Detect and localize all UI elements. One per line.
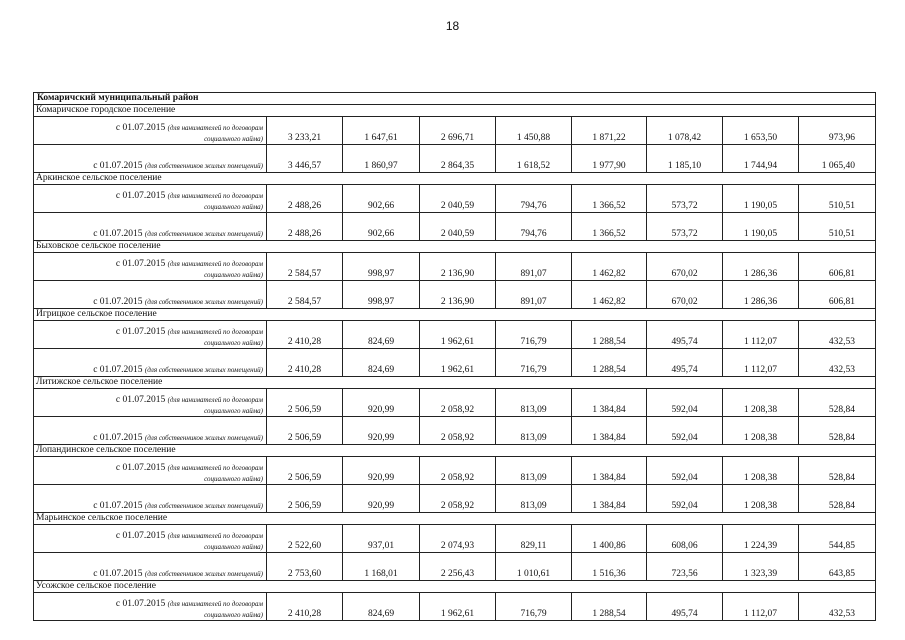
- tariff-value: 432,53: [799, 321, 876, 349]
- tariff-value: 1 288,54: [572, 593, 647, 621]
- tariff-value: 716,79: [496, 349, 572, 377]
- settlement-row: [34, 445, 876, 457]
- tariff-value: 1 462,82: [572, 281, 647, 309]
- tariff-value: 891,07: [496, 281, 572, 309]
- tariff-value: 2 058,92: [420, 457, 496, 485]
- tariff-value: 1 977,90: [572, 145, 647, 173]
- district-title: Комаричский муниципальный район: [34, 93, 876, 105]
- tariff-value: 1 208,38: [723, 457, 799, 485]
- owner-tariff-row: [34, 349, 876, 377]
- tenant-tariff-row: [34, 117, 876, 145]
- tenant-note-line1: (для нанимателей по договорам: [167, 192, 263, 200]
- settlement-name: Игрицкое сельское поселение: [34, 309, 876, 321]
- tariff-value: 2 696,71: [420, 117, 496, 145]
- tenant-tariff-row: [34, 525, 876, 553]
- tariff-value: 920,99: [343, 485, 420, 513]
- effective-date: с 01.07.2015: [115, 191, 166, 201]
- tenant-note-line2: социального найма): [204, 406, 263, 415]
- tariff-value: 528,84: [799, 485, 876, 513]
- settlement-row: [34, 309, 876, 321]
- tenant-note-line1: (для нанимателей по договорам: [167, 464, 263, 472]
- owner-note: (для собственников жилых помещений): [144, 366, 263, 374]
- tariff-value: 794,76: [496, 185, 572, 213]
- settlement-name: Усожское сельское поселение: [34, 581, 876, 593]
- tenant-note-line1: (для нанимателей по договорам: [167, 124, 263, 132]
- tariff-value: 1 462,82: [572, 253, 647, 281]
- tariff-value: 1 323,39: [723, 553, 799, 581]
- tariff-value: 2 136,90: [420, 253, 496, 281]
- tariff-value: 1 516,36: [572, 553, 647, 581]
- tariff-value: 2 410,28: [267, 593, 343, 621]
- tariff-value: 1 384,84: [572, 457, 647, 485]
- tariff-value: 1 208,38: [723, 389, 799, 417]
- effective-date: с 01.07.2015: [115, 259, 166, 269]
- owner-tariff-row: [34, 485, 876, 513]
- owner-row-label: [34, 417, 267, 445]
- tariff-value: 2 864,35: [420, 145, 496, 173]
- tenant-row-label: [34, 117, 267, 145]
- tariff-value: 544,85: [799, 525, 876, 553]
- tariff-value: 794,76: [496, 213, 572, 241]
- tariff-value: 973,96: [799, 117, 876, 145]
- tariff-value: 824,69: [343, 593, 420, 621]
- tariff-value: 1 384,84: [572, 417, 647, 445]
- tariff-value: 1 744,94: [723, 145, 799, 173]
- tariff-value: 1 010,61: [496, 553, 572, 581]
- owner-tariff-row: [34, 417, 876, 445]
- tariff-value: 1 400,86: [572, 525, 647, 553]
- tariff-value: 813,09: [496, 417, 572, 445]
- settlement-name: Марьинское сельское поселение: [34, 513, 876, 525]
- settlement-row: [34, 105, 876, 117]
- tariff-value: 495,74: [647, 593, 723, 621]
- tariff-value: 2 753,60: [267, 553, 343, 581]
- tariff-value: 1 962,61: [420, 321, 496, 349]
- settlement-row: [34, 581, 876, 593]
- tenant-note-line2: социального найма): [204, 542, 263, 551]
- owner-row-label: [34, 213, 267, 241]
- tariff-value: 1 112,07: [723, 321, 799, 349]
- tariff-value: 716,79: [496, 321, 572, 349]
- tariff-value: 2 074,93: [420, 525, 496, 553]
- owner-note: (для собственников жилых помещений): [144, 162, 263, 170]
- tenant-note-line2: социального найма): [204, 202, 263, 211]
- tariff-value: 1 450,88: [496, 117, 572, 145]
- effective-date: с 01.07.2015: [115, 395, 166, 405]
- tariff-value: 2 136,90: [420, 281, 496, 309]
- tariff-value: 1 112,07: [723, 593, 799, 621]
- tariff-value: 1 366,52: [572, 213, 647, 241]
- tariff-value: 1 618,52: [496, 145, 572, 173]
- tariff-value: 573,72: [647, 185, 723, 213]
- tariff-value: 1 208,38: [723, 417, 799, 445]
- settlement-name: Быховское сельское поселение: [34, 241, 876, 253]
- tariff-value: 432,53: [799, 593, 876, 621]
- tariff-value: 902,66: [343, 185, 420, 213]
- tariff-value: 1 078,42: [647, 117, 723, 145]
- tariff-value: 829,11: [496, 525, 572, 553]
- settlement-name: Лопандинское сельское поселение: [34, 445, 876, 457]
- effective-date: с 01.07.2015: [115, 463, 166, 473]
- settlement-name: Комаричское городское поселение: [34, 105, 876, 117]
- tariff-value: 606,81: [799, 281, 876, 309]
- tenant-row-label: [34, 253, 267, 281]
- tariff-value: 3 446,57: [267, 145, 343, 173]
- owner-note: (для собственников жилых помещений): [144, 502, 263, 510]
- tenant-tariff-row: [34, 253, 876, 281]
- tariff-value: 716,79: [496, 593, 572, 621]
- tariff-value: 2 584,57: [267, 253, 343, 281]
- tariff-value: 495,74: [647, 349, 723, 377]
- tariff-value: 824,69: [343, 349, 420, 377]
- tariff-value: 824,69: [343, 321, 420, 349]
- tenant-note-line1: (для нанимателей по договорам: [167, 600, 263, 608]
- tariff-value: 643,85: [799, 553, 876, 581]
- tenant-tariff-row: [34, 457, 876, 485]
- settlement-name: Аркинское сельское поселение: [34, 173, 876, 185]
- tariff-value: 1 384,84: [572, 389, 647, 417]
- tenant-row-label: [34, 321, 267, 349]
- tariff-value: 592,04: [647, 485, 723, 513]
- tariff-value: 902,66: [343, 213, 420, 241]
- tenant-tariff-row: [34, 389, 876, 417]
- settlement-name: Литижское сельское поселение: [34, 377, 876, 389]
- tariff-value: 998,97: [343, 253, 420, 281]
- effective-date: с 01.07.2015: [115, 599, 166, 609]
- tariff-value: 510,51: [799, 185, 876, 213]
- tariff-value: 592,04: [647, 417, 723, 445]
- settlement-row: [34, 173, 876, 185]
- tariff-value: 2 506,59: [267, 457, 343, 485]
- tariff-value: 528,84: [799, 389, 876, 417]
- tenant-note-line2: социального найма): [204, 134, 263, 143]
- tariff-value: 2 522,60: [267, 525, 343, 553]
- tariff-value: 1 384,84: [572, 485, 647, 513]
- owner-row-label: [34, 281, 267, 309]
- effective-date: с 01.07.2015: [93, 501, 143, 511]
- tariff-value: 2 488,26: [267, 185, 343, 213]
- tariff-table: [33, 92, 876, 621]
- owner-tariff-row: [34, 281, 876, 309]
- tariff-value: 2 506,59: [267, 485, 343, 513]
- tariff-value: 1 112,07: [723, 349, 799, 377]
- settlement-row: [34, 377, 876, 389]
- tariff-value: 2 506,59: [267, 417, 343, 445]
- tariff-value: 1 190,05: [723, 213, 799, 241]
- tariff-value: 432,53: [799, 349, 876, 377]
- tariff-value: 495,74: [647, 321, 723, 349]
- page-number: 18: [445, 19, 460, 33]
- tenant-tariff-row: [34, 593, 876, 621]
- owner-tariff-row: [34, 145, 876, 173]
- owner-note: (для собственников жилых помещений): [144, 230, 263, 238]
- effective-date: с 01.07.2015: [93, 161, 143, 171]
- tariff-value: 573,72: [647, 213, 723, 241]
- settlement-row: [34, 241, 876, 253]
- owner-tariff-row: [34, 213, 876, 241]
- tariff-value: 1 286,36: [723, 281, 799, 309]
- tariff-value: 920,99: [343, 389, 420, 417]
- settlement-row: [34, 513, 876, 525]
- tariff-value: 2 040,59: [420, 185, 496, 213]
- tenant-row-label: [34, 457, 267, 485]
- tariff-value: 1 168,01: [343, 553, 420, 581]
- tariff-value: 2 256,43: [420, 553, 496, 581]
- tariff-value: 1 185,10: [647, 145, 723, 173]
- tenant-note-line1: (для нанимателей по договорам: [167, 396, 263, 404]
- tariff-value: 2 058,92: [420, 417, 496, 445]
- tariff-value: 1 871,22: [572, 117, 647, 145]
- tariff-value: 1 208,38: [723, 485, 799, 513]
- owner-row-label: [34, 553, 267, 581]
- tariff-value: 606,81: [799, 253, 876, 281]
- tenant-note-line1: (для нанимателей по договорам: [167, 532, 263, 540]
- tenant-tariff-row: [34, 185, 876, 213]
- tariff-value: 1 190,05: [723, 185, 799, 213]
- effective-date: с 01.07.2015: [93, 569, 143, 579]
- tariff-value: 813,09: [496, 485, 572, 513]
- tariff-value: 937,01: [343, 525, 420, 553]
- tariff-value: 1 962,61: [420, 593, 496, 621]
- tariff-value: 3 233,21: [267, 117, 343, 145]
- tenant-row-label: [34, 525, 267, 553]
- tariff-value: 723,56: [647, 553, 723, 581]
- tariff-value: 1 653,50: [723, 117, 799, 145]
- tenant-row-label: [34, 389, 267, 417]
- owner-note: (для собственников жилых помещений): [144, 434, 263, 442]
- effective-date: с 01.07.2015: [115, 531, 166, 541]
- tariff-value: 813,09: [496, 389, 572, 417]
- owner-row-label: [34, 349, 267, 377]
- tariff-value: 528,84: [799, 457, 876, 485]
- owner-tariff-row: [34, 553, 876, 581]
- table-body: [34, 93, 876, 621]
- tariff-value: 920,99: [343, 417, 420, 445]
- tariff-value: 998,97: [343, 281, 420, 309]
- tenant-note-line1: (для нанимателей по договорам: [167, 260, 263, 268]
- tenant-note-line2: социального найма): [204, 474, 263, 483]
- tariff-value: 1 647,61: [343, 117, 420, 145]
- tariff-value: 1 224,39: [723, 525, 799, 553]
- tariff-value: 2 040,59: [420, 213, 496, 241]
- effective-date: с 01.07.2015: [93, 297, 143, 307]
- tariff-value: 510,51: [799, 213, 876, 241]
- tariff-value: 1 065,40: [799, 145, 876, 173]
- tenant-row-label: [34, 593, 267, 621]
- tariff-value: 2 058,92: [420, 485, 496, 513]
- tariff-value: 2 058,92: [420, 389, 496, 417]
- district-title-row: [34, 93, 876, 105]
- tariff-value: 2 488,26: [267, 213, 343, 241]
- effective-date: с 01.07.2015: [93, 229, 143, 239]
- owner-note: (для собственников жилых помещений): [144, 570, 263, 578]
- owner-row-label: [34, 485, 267, 513]
- effective-date: с 01.07.2015: [93, 365, 143, 375]
- tariff-value: 670,02: [647, 253, 723, 281]
- effective-date: с 01.07.2015: [93, 433, 143, 443]
- owner-row-label: [34, 145, 267, 173]
- effective-date: с 01.07.2015: [115, 327, 166, 337]
- tariff-value: 1 288,54: [572, 321, 647, 349]
- tenant-note-line2: социального найма): [204, 610, 263, 619]
- tariff-value: 592,04: [647, 389, 723, 417]
- tariff-value: 528,84: [799, 417, 876, 445]
- tariff-value: 2 506,59: [267, 389, 343, 417]
- tenant-tariff-row: [34, 321, 876, 349]
- tenant-note-line2: социального найма): [204, 270, 263, 279]
- tariff-value: 1 366,52: [572, 185, 647, 213]
- tariff-value: 891,07: [496, 253, 572, 281]
- tariff-value: 2 584,57: [267, 281, 343, 309]
- tariff-value: 592,04: [647, 457, 723, 485]
- tariff-value: 813,09: [496, 457, 572, 485]
- tariff-value: 2 410,28: [267, 349, 343, 377]
- tariff-value: 608,06: [647, 525, 723, 553]
- effective-date: с 01.07.2015: [115, 123, 166, 133]
- tariff-value: 1 286,36: [723, 253, 799, 281]
- tenant-note-line2: социального найма): [204, 338, 263, 347]
- owner-note: (для собственников жилых помещений): [144, 298, 263, 306]
- tariff-value: 1 860,97: [343, 145, 420, 173]
- tariff-value: 2 410,28: [267, 321, 343, 349]
- tenant-row-label: [34, 185, 267, 213]
- tariff-value: 1 962,61: [420, 349, 496, 377]
- tariff-value: 670,02: [647, 281, 723, 309]
- tariff-value: 1 288,54: [572, 349, 647, 377]
- tariff-value: 920,99: [343, 457, 420, 485]
- tenant-note-line1: (для нанимателей по договорам: [167, 328, 263, 336]
